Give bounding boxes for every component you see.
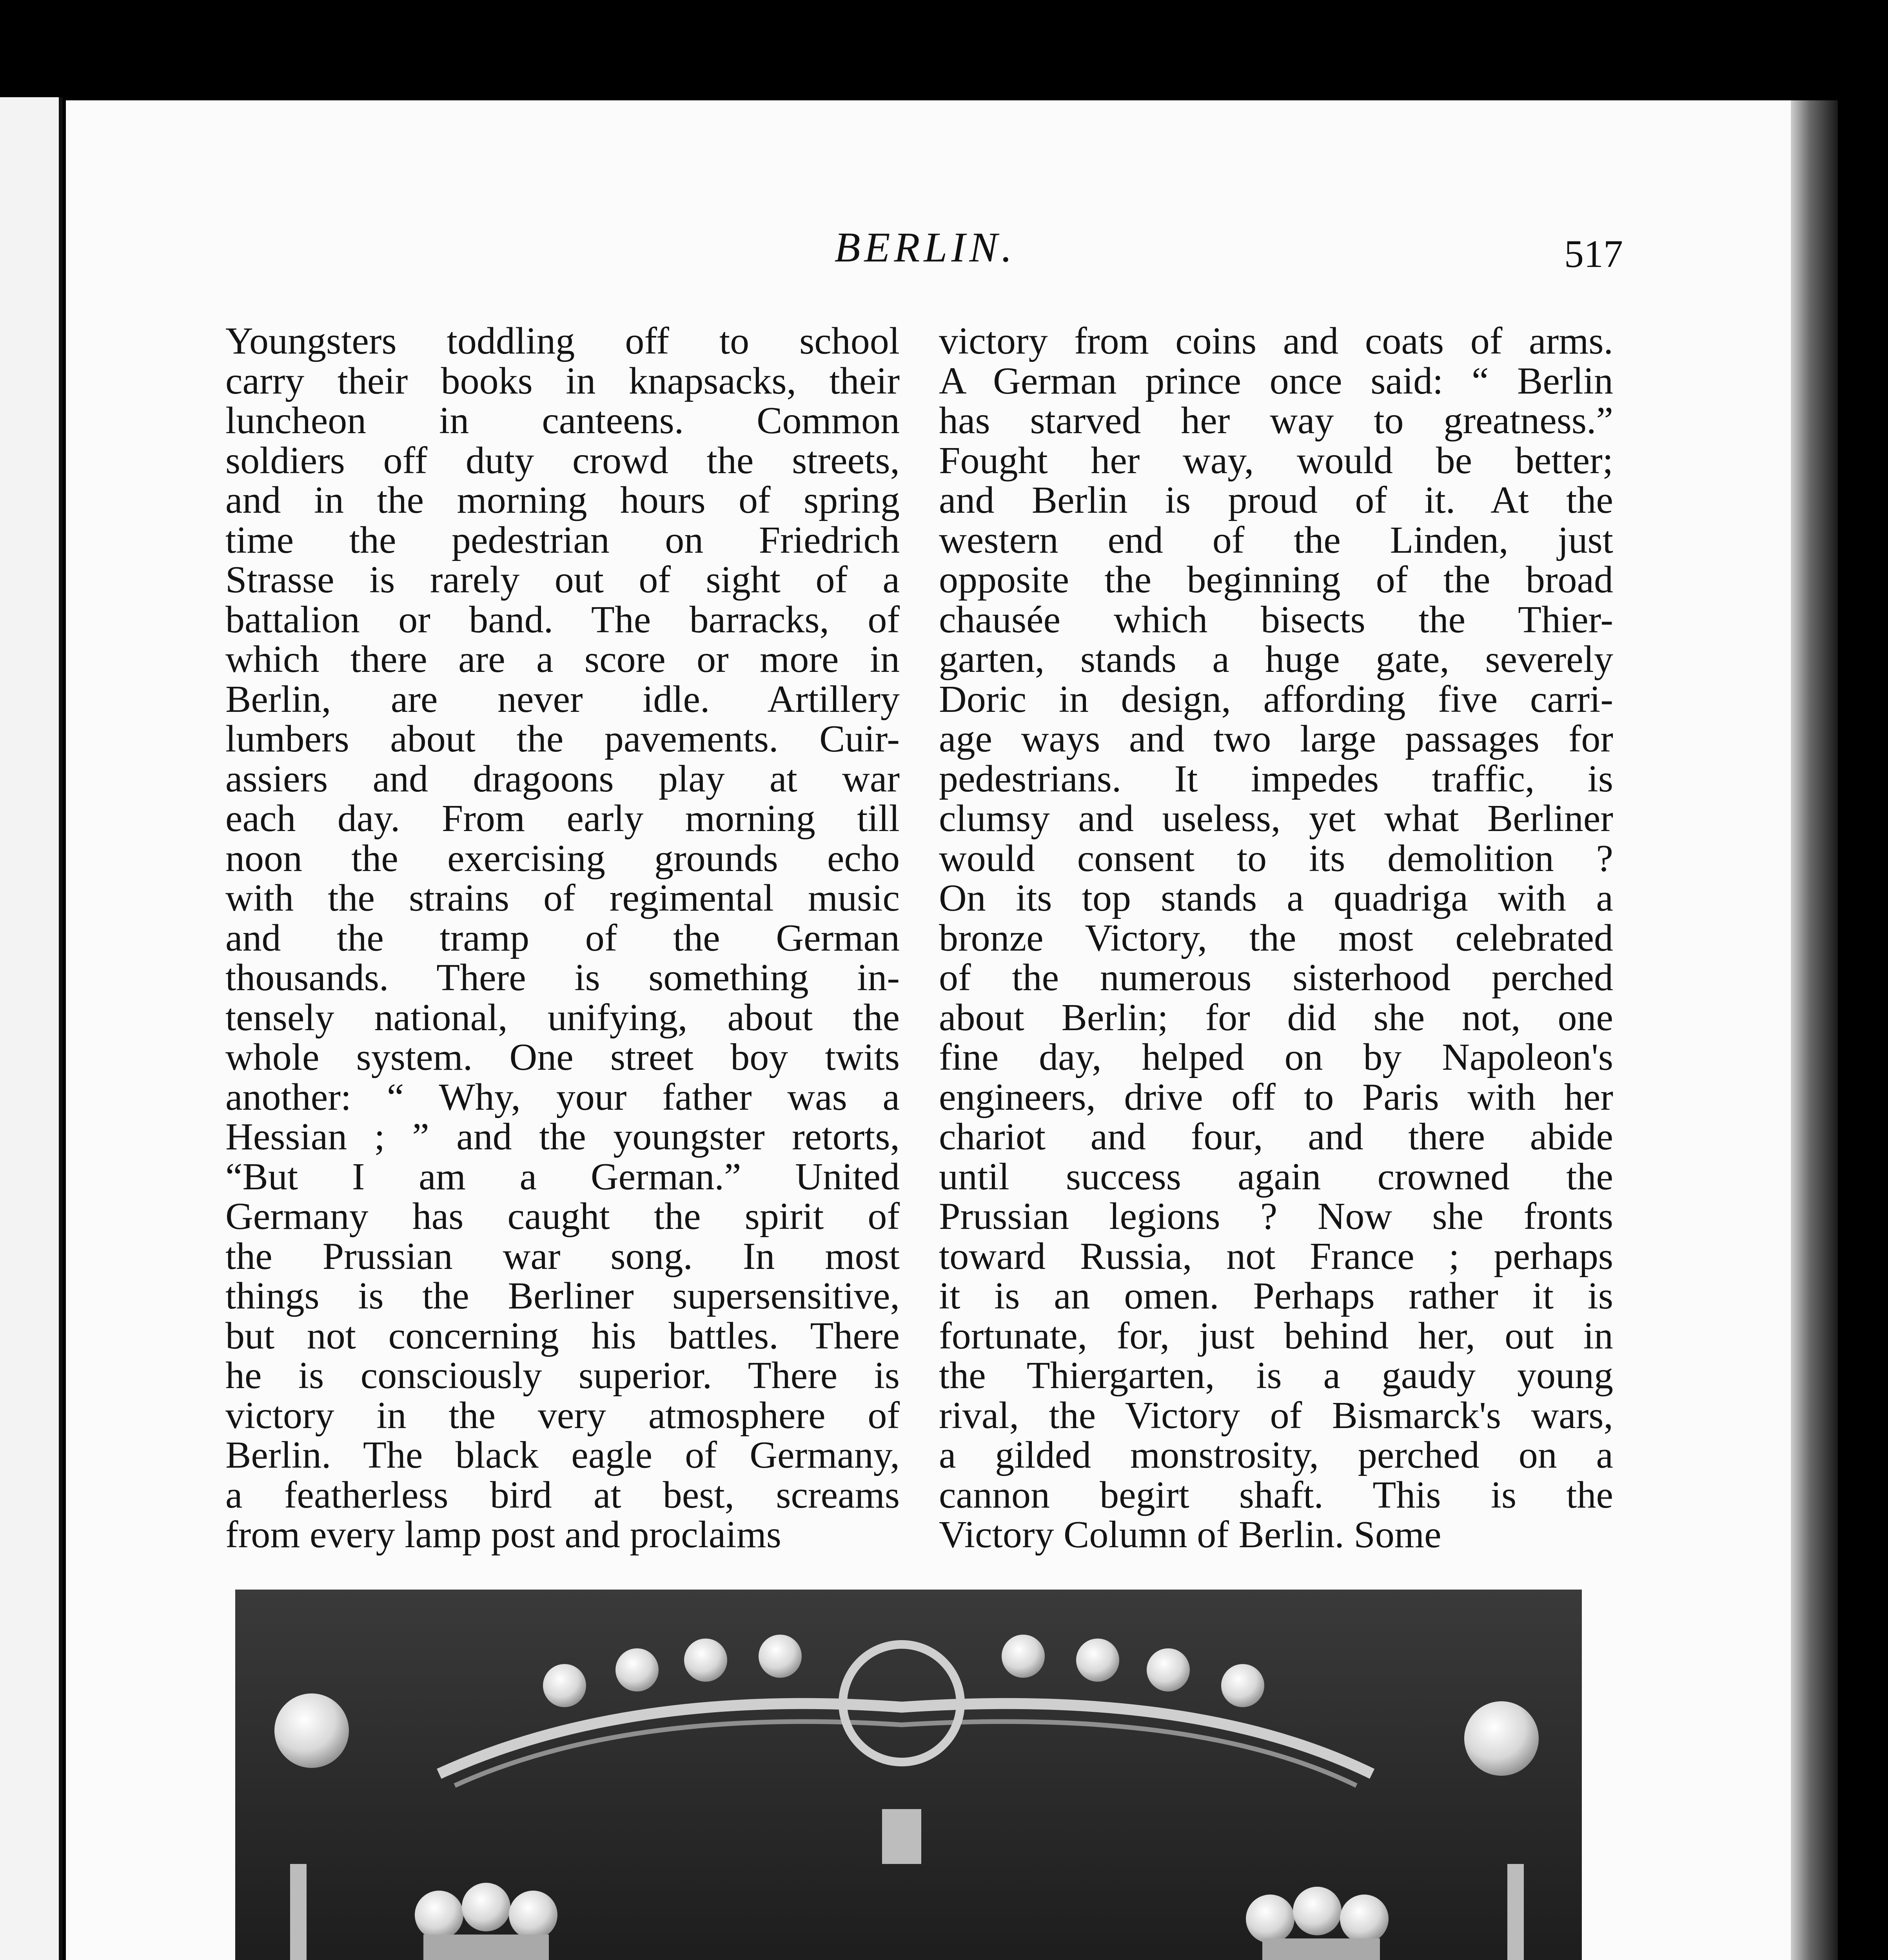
text-line: garten, stands a huge gate, severely <box>939 638 1613 681</box>
text-line: it is an omen. Perhaps rather it is <box>939 1275 1613 1317</box>
text-line: noon the exercising grounds echo <box>225 837 900 880</box>
text-line: fortunate, for, just behind her, out in <box>939 1314 1613 1357</box>
text-line: carry their books in knapsacks, their <box>225 359 900 402</box>
text-line: age ways and two large passages for <box>939 718 1613 760</box>
text-line: and Berlin is proud of it. At the <box>939 479 1613 521</box>
text-line: Germany has caught the spirit of <box>225 1195 900 1238</box>
text-line: chariot and four, and there abide <box>939 1116 1613 1158</box>
text-line: Strasse is rarely out of sight of a <box>225 559 900 601</box>
text-line: Hessian ; ” and the youngster retorts, <box>225 1116 900 1158</box>
text-line: cannon begirt shaft. This is the <box>939 1474 1613 1516</box>
illustration-krolls-garden <box>235 1590 1582 1960</box>
text-line: tensely national, unifying, about the <box>225 996 900 1039</box>
text-line: about Berlin; for did she not, one <box>939 996 1613 1039</box>
text-line: and the tramp of the German <box>225 916 900 959</box>
text-line: clumsy and useless, yet what Berliner <box>939 797 1613 840</box>
text-line: pedestrians. It impedes traffic, is <box>939 757 1613 800</box>
text-line: Prussian legions ? Now she fronts <box>939 1195 1613 1238</box>
text-line: things is the Berliner supersensitive, <box>225 1275 900 1317</box>
text-line: has starved her way to greatness.” <box>939 399 1613 442</box>
text-line: rival, the Victory of Bismarck's wars, <box>939 1394 1613 1437</box>
text-line: he is consciously superior. There is <box>225 1354 900 1397</box>
text-line: chausée which bisects the Thier- <box>939 598 1613 641</box>
text-line: Victory Column of Berlin. Some <box>939 1514 1441 1556</box>
text-line: engineers, drive off to Paris with her <box>939 1076 1613 1118</box>
text-line: fine day, helped on by Napoleon's <box>939 1036 1613 1078</box>
text-line: Berlin, are never idle. Artillery <box>225 678 900 720</box>
text-line: time the pedestrian on Friedrich <box>225 519 900 561</box>
text-line: battalion or band. The barracks, of <box>225 598 900 641</box>
text-line: A German prince once said: “ Berlin <box>939 359 1613 402</box>
text-line: toward Russia, not France ; perhaps <box>939 1235 1613 1278</box>
text-line: Doric in design, affording five carri- <box>939 678 1613 720</box>
page-number: 517 <box>1564 232 1623 276</box>
text-line: and in the morning hours of spring <box>225 479 900 521</box>
text-line: would consent to its demolition ? <box>939 837 1613 880</box>
text-line: each day. From early morning till <box>225 797 900 840</box>
text-line: Youngsters toddling off to school <box>225 320 900 362</box>
page-gutter-shadow <box>1791 100 1838 1960</box>
text-line: On its top stands a quadriga with a <box>939 877 1613 919</box>
running-title: BERLIN. <box>834 224 1016 271</box>
text-line: Fought her way, would be better; <box>939 439 1613 482</box>
text-line: thousands. There is something in- <box>225 956 900 999</box>
text-line: western end of the Linden, just <box>939 519 1613 561</box>
text-line: the Thiergarten, is a gaudy young <box>939 1354 1613 1397</box>
text-column-right <box>939 321 1613 1555</box>
text-column-left <box>225 321 900 1555</box>
text-line: victory from coins and coats of arms. <box>939 320 1613 362</box>
text-line: assiers and dragoons play at war <box>225 757 900 800</box>
previous-page-edge <box>0 97 63 1960</box>
text-line: “But I am a German.” United <box>225 1155 900 1198</box>
text-line: opposite the beginning of the broad <box>939 559 1613 601</box>
text-line: but not concerning his battles. There <box>225 1314 900 1357</box>
text-line: a gilded monstrosity, perched on a <box>939 1434 1613 1476</box>
text-line: lumbers about the pavements. Cuir- <box>225 718 900 760</box>
text-line: bronze Victory, the most celebrated <box>939 916 1613 959</box>
text-line: of the numerous sisterhood perched <box>939 956 1613 999</box>
text-line: soldiers off duty crowd the streets, <box>225 439 900 482</box>
text-line: a featherless bird at best, screams <box>225 1474 900 1516</box>
text-line: another: “ Why, your father was a <box>225 1076 900 1118</box>
text-line: the Prussian war song. In most <box>225 1235 900 1278</box>
text-line: whole system. One street boy twits <box>225 1036 900 1078</box>
text-line: which there are a score or more in <box>225 638 900 681</box>
text-line: Berlin. The black eagle of Germany, <box>225 1434 900 1476</box>
text-line: luncheon in canteens. Common <box>225 399 900 442</box>
text-line: from every lamp post and proclaims <box>225 1514 781 1556</box>
garden-photo <box>235 1590 1582 1960</box>
text-line: victory in the very atmosphere of <box>225 1394 900 1437</box>
text-line: with the strains of regimental music <box>225 877 900 919</box>
text-line: until success again crowned the <box>939 1155 1613 1198</box>
